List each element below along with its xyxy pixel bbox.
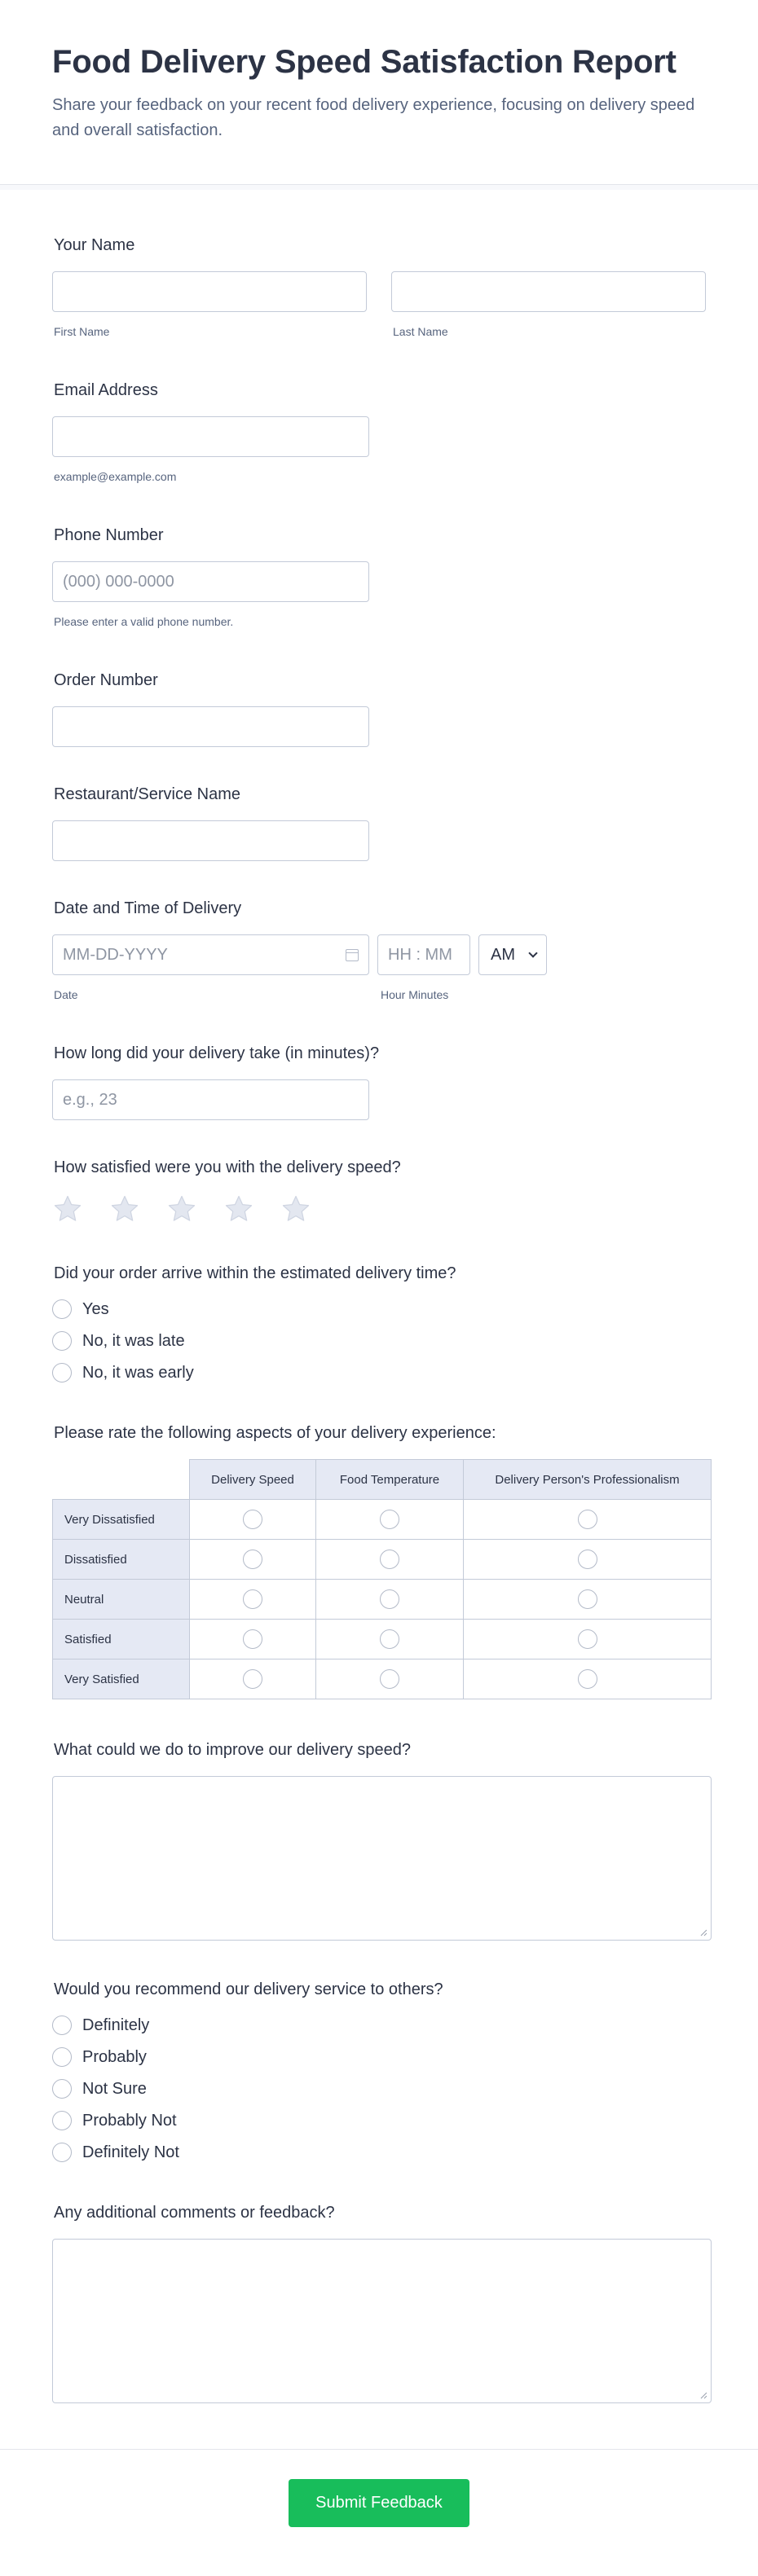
matrix-row-label: Neutral [53,1580,190,1620]
phone-label: Phone Number [54,526,164,544]
matrix-radio-button[interactable] [380,1589,399,1609]
matrix-radio-button[interactable] [243,1629,262,1649]
date-input[interactable] [52,934,369,975]
matrix-cell [316,1659,464,1699]
page-description: Share your feedback on your recent food delivery experience, focusing on delivery speed and overall satisfaction. [52,96,695,139]
radio-button[interactable] [52,2047,72,2067]
recommend-option-label: Definitely Not [82,2143,179,2161]
matrix-cell [190,1500,316,1540]
matrix-cell [190,1540,316,1580]
matrix-column-header: Food Temperature [316,1460,464,1500]
on-time-field [52,1264,706,1383]
star-icon[interactable] [166,1193,197,1224]
recommend-field [52,1980,706,2162]
order-number-field [52,670,706,747]
matrix-row-label: Satisfied [53,1620,190,1659]
page-title: Food Delivery Speed Satisfaction Report [52,44,676,80]
delivery-datetime-field [52,899,706,1001]
recommend-option[interactable] [52,2111,706,2130]
duration-label: How long did your delivery take (in minutes)? [54,1044,380,1062]
matrix-row [53,1540,712,1580]
email-label: Email Address [54,381,158,399]
matrix-cell [464,1540,712,1580]
matrix-cell [316,1500,464,1540]
submit-button[interactable]: Submit Feedback [289,2479,469,2527]
comments-textarea[interactable] [52,2239,712,2403]
time-sublabel: Hour Minutes [381,988,449,1001]
resize-handle-icon[interactable] [699,2391,707,2399]
star-icon[interactable] [109,1193,140,1224]
matrix-column-header: Delivery Speed [190,1460,316,1500]
matrix-column-header: Delivery Person's Professionalism [464,1460,712,1500]
date-placeholder: MM-DD-YYYY [63,946,168,964]
matrix-row [53,1580,712,1620]
recommend-option[interactable] [52,2016,706,2035]
recommend-option-label: Not Sure [82,2079,147,2098]
radio-button[interactable] [52,2111,72,2130]
on-time-option-label: No, it was early [82,1363,194,1382]
last-name-sublabel: Last Name [393,325,448,338]
first-name-input[interactable] [52,271,367,312]
star-rating [52,1193,706,1224]
star-icon[interactable] [52,1193,83,1224]
on-time-label: Did your order arrive within the estimated delivery time? [54,1264,456,1282]
recommend-label: Would you recommend our delivery service to others? [54,1980,443,1998]
matrix-cell [464,1580,712,1620]
matrix-cell [316,1620,464,1659]
radio-button[interactable] [52,1363,72,1383]
restaurant-field [52,785,706,861]
phone-field [52,525,706,628]
first-name-sublabel: First Name [54,325,110,338]
form-footer [0,2449,758,2576]
time-placeholder: HH : MM [388,946,452,964]
phone-input[interactable] [52,561,369,602]
rating-matrix-field [52,1423,706,1699]
matrix-radio-button[interactable] [578,1550,597,1569]
star-icon[interactable] [280,1193,311,1224]
recommend-options [52,2016,706,2162]
restaurant-input[interactable] [52,820,369,861]
duration-placeholder: e.g., 23 [63,1091,117,1109]
star-icon[interactable] [223,1193,254,1224]
radio-button[interactable] [52,2143,72,2162]
duration-field [52,1044,706,1120]
radio-button[interactable] [52,2079,72,2099]
email-field [52,380,706,483]
email-sublabel: example@example.com [54,470,177,483]
order-number-label: Order Number [54,671,158,689]
matrix-row [53,1500,712,1540]
matrix-radio-button[interactable] [243,1589,262,1609]
name-label: Your Name [54,236,135,254]
name-field [52,235,706,338]
on-time-option[interactable] [52,1331,706,1351]
recommend-option[interactable] [52,2047,706,2067]
matrix-cell [190,1580,316,1620]
date-sublabel: Date [54,988,78,1001]
form-header [0,0,758,185]
matrix-row-label: Very Dissatisfied [53,1500,190,1540]
recommend-option-label: Definitely [82,2016,150,2034]
matrix-radio-button[interactable] [380,1550,399,1569]
on-time-option-label: Yes [82,1299,109,1318]
ampm-value: AM [491,946,515,964]
feedback-form [0,190,758,2449]
phone-placeholder: (000) 000-0000 [63,573,174,591]
matrix-row-label: Dissatisfied [53,1540,190,1580]
matrix-radio-button[interactable] [380,1629,399,1649]
matrix-cell [316,1540,464,1580]
matrix-label: Please rate the following aspects of your delivery experience: [54,1424,496,1442]
ampm-select[interactable] [478,934,547,975]
matrix-cell [464,1659,712,1699]
speed-rating-field [52,1158,706,1224]
improve-label: What could we do to improve our delivery speed? [54,1741,412,1759]
radio-button[interactable] [52,1331,72,1351]
resize-handle-icon[interactable] [699,1928,707,1936]
on-time-option-label: No, it was late [82,1331,185,1350]
duration-input[interactable] [52,1079,369,1120]
matrix-radio-button[interactable] [578,1669,597,1689]
chevron-down-icon [528,948,537,957]
matrix-cell [464,1620,712,1659]
matrix-row-label: Very Satisfied [53,1659,190,1699]
matrix-corner [53,1460,190,1500]
on-time-option[interactable] [52,1299,706,1319]
matrix-cell [190,1659,316,1699]
comments-field [52,2203,706,2403]
time-input[interactable] [377,934,470,975]
matrix-radio-button[interactable] [243,1669,262,1689]
on-time-options [52,1299,706,1383]
matrix-row [53,1620,712,1659]
matrix-radio-button[interactable] [380,1510,399,1529]
rating-matrix [52,1459,712,1699]
matrix-radio-button[interactable] [243,1550,262,1569]
radio-button[interactable] [52,1299,72,1319]
matrix-radio-button[interactable] [578,1510,597,1529]
rating-label: How satisfied were you with the delivery speed? [54,1158,401,1176]
recommend-option[interactable] [52,2079,706,2099]
phone-sublabel: Please enter a valid phone number. [54,615,234,628]
recommend-option[interactable] [52,2143,706,2162]
restaurant-label: Restaurant/Service Name [54,785,240,803]
matrix-cell [190,1620,316,1659]
comments-label: Any additional comments or feedback? [54,2204,335,2222]
improve-field [52,1740,706,1941]
matrix-cell [316,1580,464,1620]
order-number-input[interactable] [52,706,369,747]
email-input[interactable] [52,416,369,457]
recommend-option-label: Probably [82,2047,147,2066]
datetime-label: Date and Time of Delivery [54,899,242,917]
matrix-radio-button[interactable] [243,1510,262,1529]
matrix-row [53,1659,712,1699]
recommend-option-label: Probably Not [82,2111,177,2130]
improve-textarea[interactable] [52,1776,712,1941]
radio-button[interactable] [52,2016,72,2035]
matrix-radio-button[interactable] [380,1669,399,1689]
matrix-cell [464,1500,712,1540]
on-time-option[interactable] [52,1363,706,1383]
last-name-input[interactable] [391,271,706,312]
matrix-radio-button[interactable] [578,1629,597,1649]
calendar-icon[interactable] [346,949,359,961]
matrix-radio-button[interactable] [578,1589,597,1609]
